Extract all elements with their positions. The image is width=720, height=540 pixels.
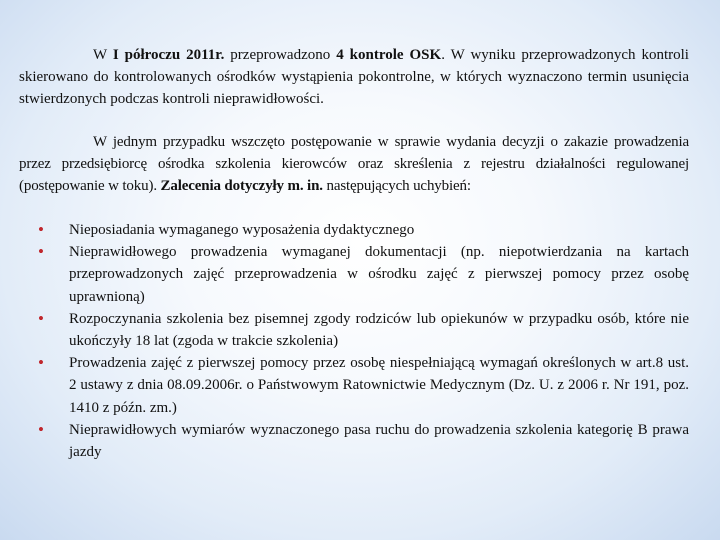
paragraph-text: . W wyniku przeprowadzonych kontroli skierowano do kontrolowanych ośrodków wystąpienia pokontrolne, w których wyznaczono termin usunięcia stwierdzonych podczas kontroli nieprawidłowości. [19,47,689,108]
irregularities-list [38,219,689,463]
list-item-text: Nieprawidłowych wymiarów wyznaczonego pasa ruchu do prowadzenia szkolenia kategorię B prawa jazdy [69,421,689,461]
paragraph-proceedings [19,131,689,198]
paragraph-inspections [19,44,689,111]
bullet-icon: • [38,353,44,373]
list-item-text: Nieposiadania wymaganego wyposażenia dydaktycznego [69,222,415,238]
paragraph-text: przeprowadzono [224,47,337,63]
list-item-text: Nieprawidłowego prowadzenia wymaganej dokumentacji (np. niepotwierdzania na kartach przeprowadzonych zajęć przeprowadzenia w ośrodku zajęć z pierwszej pomocy przez osobę uprawnioną) [69,244,689,305]
half-year-bold: I półroczu 2011r. [112,47,225,63]
list-item-text: Rozpoczynania szkolenia bez pisemnej zgody rodziców lub opiekunów w przypadku osób, które nie ukończyły 18 lat (zgoda w trakcie szkolenia) [69,310,689,350]
list-item [38,419,689,463]
inspections-count-bold: 4 kontrole OSK [336,47,442,63]
list-item [38,219,689,241]
bullet-icon: • [38,308,44,328]
list-item [38,308,689,352]
paragraph-text: W jednym przypadku wszczęto postępowanie w sprawie wydania decyzji o zakazie prowadzenia przez przedsiębiorcę ośrodka szkolenia kierowców oraz skreślenia z rejestru działalności regulowanej (postępowanie w toku). [19,134,689,195]
bullet-icon: • [38,242,44,262]
recommendations-bold: Zalecenia dotyczyły m. in. [160,178,323,195]
list-item [38,352,689,419]
list-item [38,241,689,308]
bullet-icon: • [38,419,44,439]
list-item-text: Prowadzenia zajęć z pierwszej pomocy przez osobę niespełniającą wymagań określonych w art.8 ust. 2 ustawy z dnia 08.09.2006r. o Państwowym Ratownictwie Medycznym (Dz. U. z 2006 r. Nr 191, poz. 1410 z późn. zm.) [69,355,689,416]
bullet-icon: • [38,220,44,239]
paragraph-text: W [93,47,113,63]
paragraph-text: następujących uchybień: [322,178,471,195]
